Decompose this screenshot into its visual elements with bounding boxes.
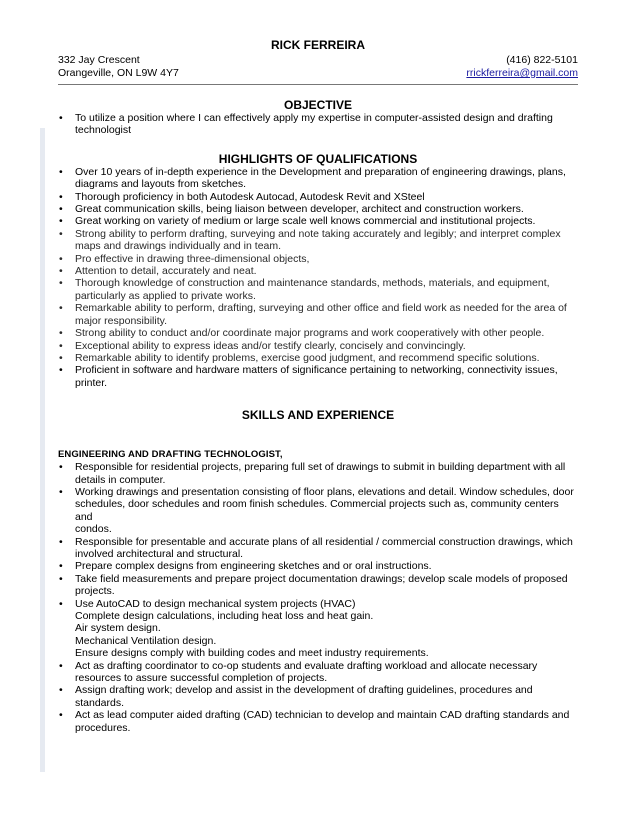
list-item: • Thorough knowledge of construction and maintenance standards, methods, materials, and equipment, particularly as applied to private works.: [58, 277, 578, 302]
list-item: • Assign drafting work; develop and assist in the development of drafting guidelines, procedures and standards.: [58, 684, 578, 709]
list-item: • Strong ability to conduct and/or coordinate major programs and work cooperatively with other people.: [58, 327, 578, 339]
list-item: • Act as lead computer aided drafting (CAD) technician to develop and maintain CAD drafting standards and procedures.: [58, 709, 578, 734]
address-line-1: 332 Jay Crescent: [58, 54, 140, 66]
list-item: • Take field measurements and prepare project documentation drawings; develop scale models of proposed projects.: [58, 573, 578, 598]
header-divider: [58, 84, 578, 85]
list-item: • Responsible for presentable and accurate plans of all residential / commercial construction drawings, which involved architectural and structural.: [58, 536, 578, 561]
skills-title: SKILLS AND EXPERIENCE: [241, 408, 395, 423]
list-item: • Prepare complex designs from engineering sketches and or oral instructions.: [58, 560, 578, 572]
list-item: • Proficient in software and hardware matters of significance pertaining to networking, connectivity issues, printer.: [58, 364, 578, 389]
contact-row-1: [58, 54, 578, 67]
list-item: • Working drawings and presentation consisting of floor plans, elevations and detail. Window schedules, door schedules, door schedules and room finish schedules. Commercial projects such as, community centers and condos.: [58, 486, 578, 536]
list-item: • Great communication skills, being liaison between developer, architect and construction workers.: [58, 203, 578, 215]
list-item: • Great working on variety of medium or large scale well knows commercial and institutional projects.: [58, 215, 578, 227]
phone-number: (416) 822-5101: [506, 54, 578, 66]
list-item: • Over 10 years of in-depth experience in the Development and preparation of engineering drawings, plans, diagrams and layouts from sketches.: [58, 166, 578, 191]
resume-name: RICK FERREIRA: [270, 38, 365, 52]
list-item: • Responsible for residential projects, preparing full set of drawings to submit in building department with all details in computer.: [58, 461, 578, 486]
email-link[interactable]: rrickferreira@gmail.com: [466, 67, 578, 79]
list-item: • Thorough proficiency in both Autodesk Autocad, Autodesk Revit and XSteel: [58, 191, 578, 203]
contact-row-2: [58, 67, 578, 80]
job-role-title: ENGINEERING AND DRAFTING TECHNOLOGIST,: [58, 449, 283, 461]
list-item: • Pro effective in drawing three-dimensional objects,: [58, 253, 578, 265]
highlights-title: HIGHLIGHTS OF QUALIFICATIONS: [218, 151, 418, 166]
list-item: • Remarkable ability to identify problems, exercise good judgment, and recommend specific solutions.: [58, 352, 578, 364]
list-item: • Exceptional ability to express ideas and/or testify clearly, concisely and convincingly.: [58, 340, 578, 352]
list-item: • Attention to detail, accurately and neat.: [58, 265, 578, 277]
page-margin-bar: [40, 128, 45, 772]
list-item: • Strong ability to perform drafting, surveying and note taking accurately and legibly; and interpret complex maps and drawings individually and in team.: [58, 228, 578, 253]
resume-page: [58, 38, 578, 734]
objective-title: OBJECTIVE: [283, 98, 352, 112]
address-line-2: Orangeville, ON L9W 4Y7: [58, 67, 179, 79]
list-item: • Use AutoCAD to design mechanical system projects (HVAC) Complete design calculations, including heat loss and heat gain. Air system design. Mechanical Ventilation design. Ensure designs comply with building codes and meet industry requirements.: [58, 598, 578, 660]
list-item: • Act as drafting coordinator to co-op students and evaluate drafting workload and allocate necessary resources to assure successful completion of projects.: [58, 660, 578, 685]
highlights-list: [58, 166, 578, 389]
experience-list: [58, 461, 578, 734]
objective-item: • To utilize a position where I can effectively apply my expertise in computer-assisted design and drafting technologist: [58, 112, 578, 137]
list-item: • Remarkable ability to perform, drafting, surveying and other office and field work as needed for the area of major responsibility.: [58, 302, 578, 327]
objective-list: [58, 112, 578, 137]
